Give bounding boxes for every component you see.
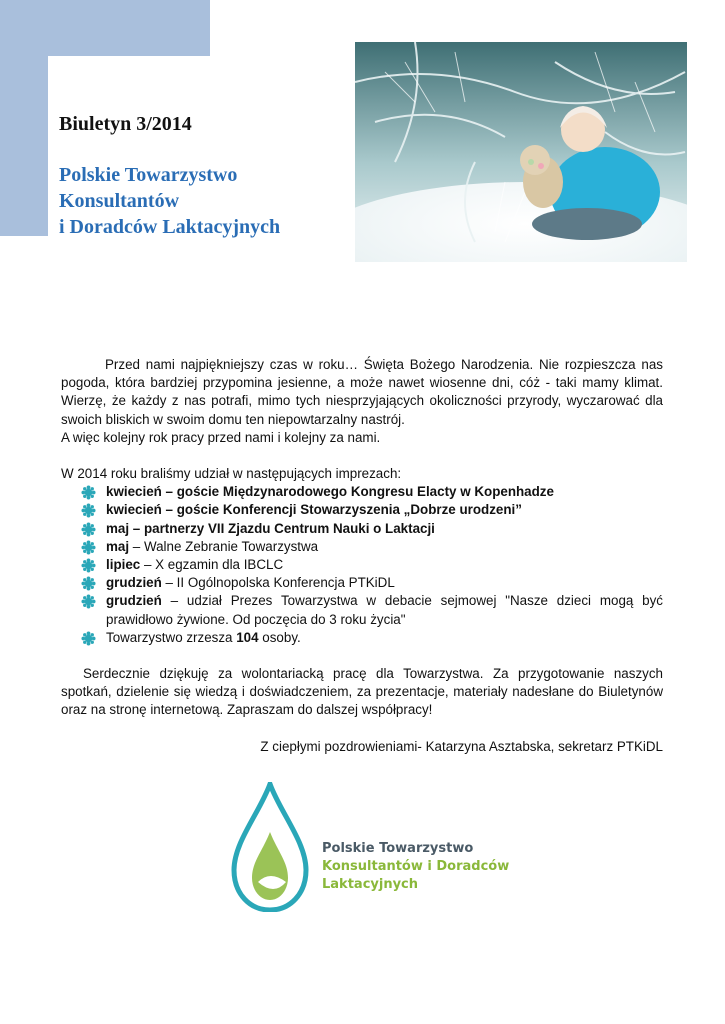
- bulletin-header: [59, 112, 359, 240]
- event-date: grudzień: [106, 575, 162, 591]
- intro-paragraph-2: A więc kolejny rok pracy przed nami i kolejny za nami.: [61, 429, 381, 445]
- event-date: kwiecień – goście Konferencji Stowarzyszenia „Dobrze urodzeni”: [106, 502, 522, 518]
- list-item: [61, 574, 663, 592]
- organization-name: [59, 162, 359, 240]
- snowflake-bullet-icon: [81, 594, 96, 609]
- snowflake-bullet-icon: [81, 485, 96, 500]
- list-item: [61, 538, 663, 556]
- org-line-3: i Doradców Laktacyjnych: [59, 216, 281, 238]
- members-pre: Towarzystwo zrzesza: [106, 629, 237, 645]
- list-item: [61, 483, 663, 501]
- snowflake-bullet-icon: [81, 631, 96, 646]
- snowflake-bullet-icon: [81, 558, 96, 573]
- event-date: maj – partnerzy VII Zjazdu Centrum Nauki o Laktacji: [106, 520, 435, 536]
- event-date: grudzień: [106, 593, 162, 609]
- org-line-2: Konsultantów: [59, 190, 180, 212]
- list-item: [61, 520, 663, 538]
- bulletin-title: Biuletyn 3/2014: [59, 113, 192, 135]
- intro-paragraph: Przed nami najpiękniejszy czas w roku… Święta Bożego Narodzenia. Nie rozpieszcza nas pogoda, która bardziej przypomina jesienne, a może nawet wiosenne dni, cóż - taki mamy klimat. Wierzę, że każdy z nas potrafi, mimo tych niesprzyjających okoliczności przyrody, wyczarować dla swoich bliskich w swoim domu ten niepowtarzalny nastrój.: [61, 357, 663, 427]
- list-item: [61, 501, 663, 519]
- event-date: maj: [106, 538, 130, 554]
- logo-line-3: Laktacyjnych: [322, 877, 419, 892]
- logo-line-2: Konsultantów i Doradców: [322, 859, 510, 874]
- list-item: [61, 592, 663, 628]
- list-item: [61, 556, 663, 574]
- events-lead: W 2014 roku braliśmy udział w następujących imprezach:: [61, 466, 402, 482]
- snowflake-bullet-icon: [81, 522, 96, 537]
- members-count: 104: [236, 629, 259, 645]
- event-desc: – X egzamin dla IBCLC: [140, 557, 284, 573]
- members-post: osoby.: [258, 629, 301, 645]
- logo-text: [322, 840, 509, 894]
- event-desc: – udział Prezes Towarzystwa w debacie sejmowej "Nasze dzieci mogą być prawidłowo żywione. Od poczęcia do 3 roku życia": [106, 593, 663, 627]
- snowflake-bullet-icon: [81, 576, 96, 591]
- list-item: [61, 629, 663, 647]
- org-line-1: Polskie Towarzystwo: [59, 164, 238, 186]
- event-date: kwiecień – goście Międzynarodowego Kongresu Elacty w Kopenhadze: [106, 484, 554, 500]
- bulletin-body: [61, 356, 663, 756]
- snowflake-bullet-icon: [81, 503, 96, 518]
- winter-child-photo: [355, 42, 687, 262]
- event-desc: – II Ogólnopolska Konferencja PTKiDL: [161, 575, 395, 591]
- signature: Z ciepłymi pozdrowieniami- Katarzyna Asztabska, sekretarz PTKiDL: [260, 738, 663, 754]
- event-desc: – Walne Zebranie Towarzystwa: [129, 538, 319, 554]
- logo-line-1: Polskie Towarzystwo: [322, 841, 474, 856]
- events-list: [61, 483, 663, 647]
- event-date: lipiec: [106, 557, 141, 573]
- snowflake-bullet-icon: [81, 540, 96, 555]
- thanks-paragraph: Serdecznie dziękuję za wolontariacką pracę dla Towarzystwa. Za przygotowanie naszych spotkań, dzielenie się wiedzą i doświadczeniem, za prezentacje, materiały nadesłane do Biuletynów oraz na stronę internetową. Zapraszam do dalszej współpracy!: [61, 666, 663, 718]
